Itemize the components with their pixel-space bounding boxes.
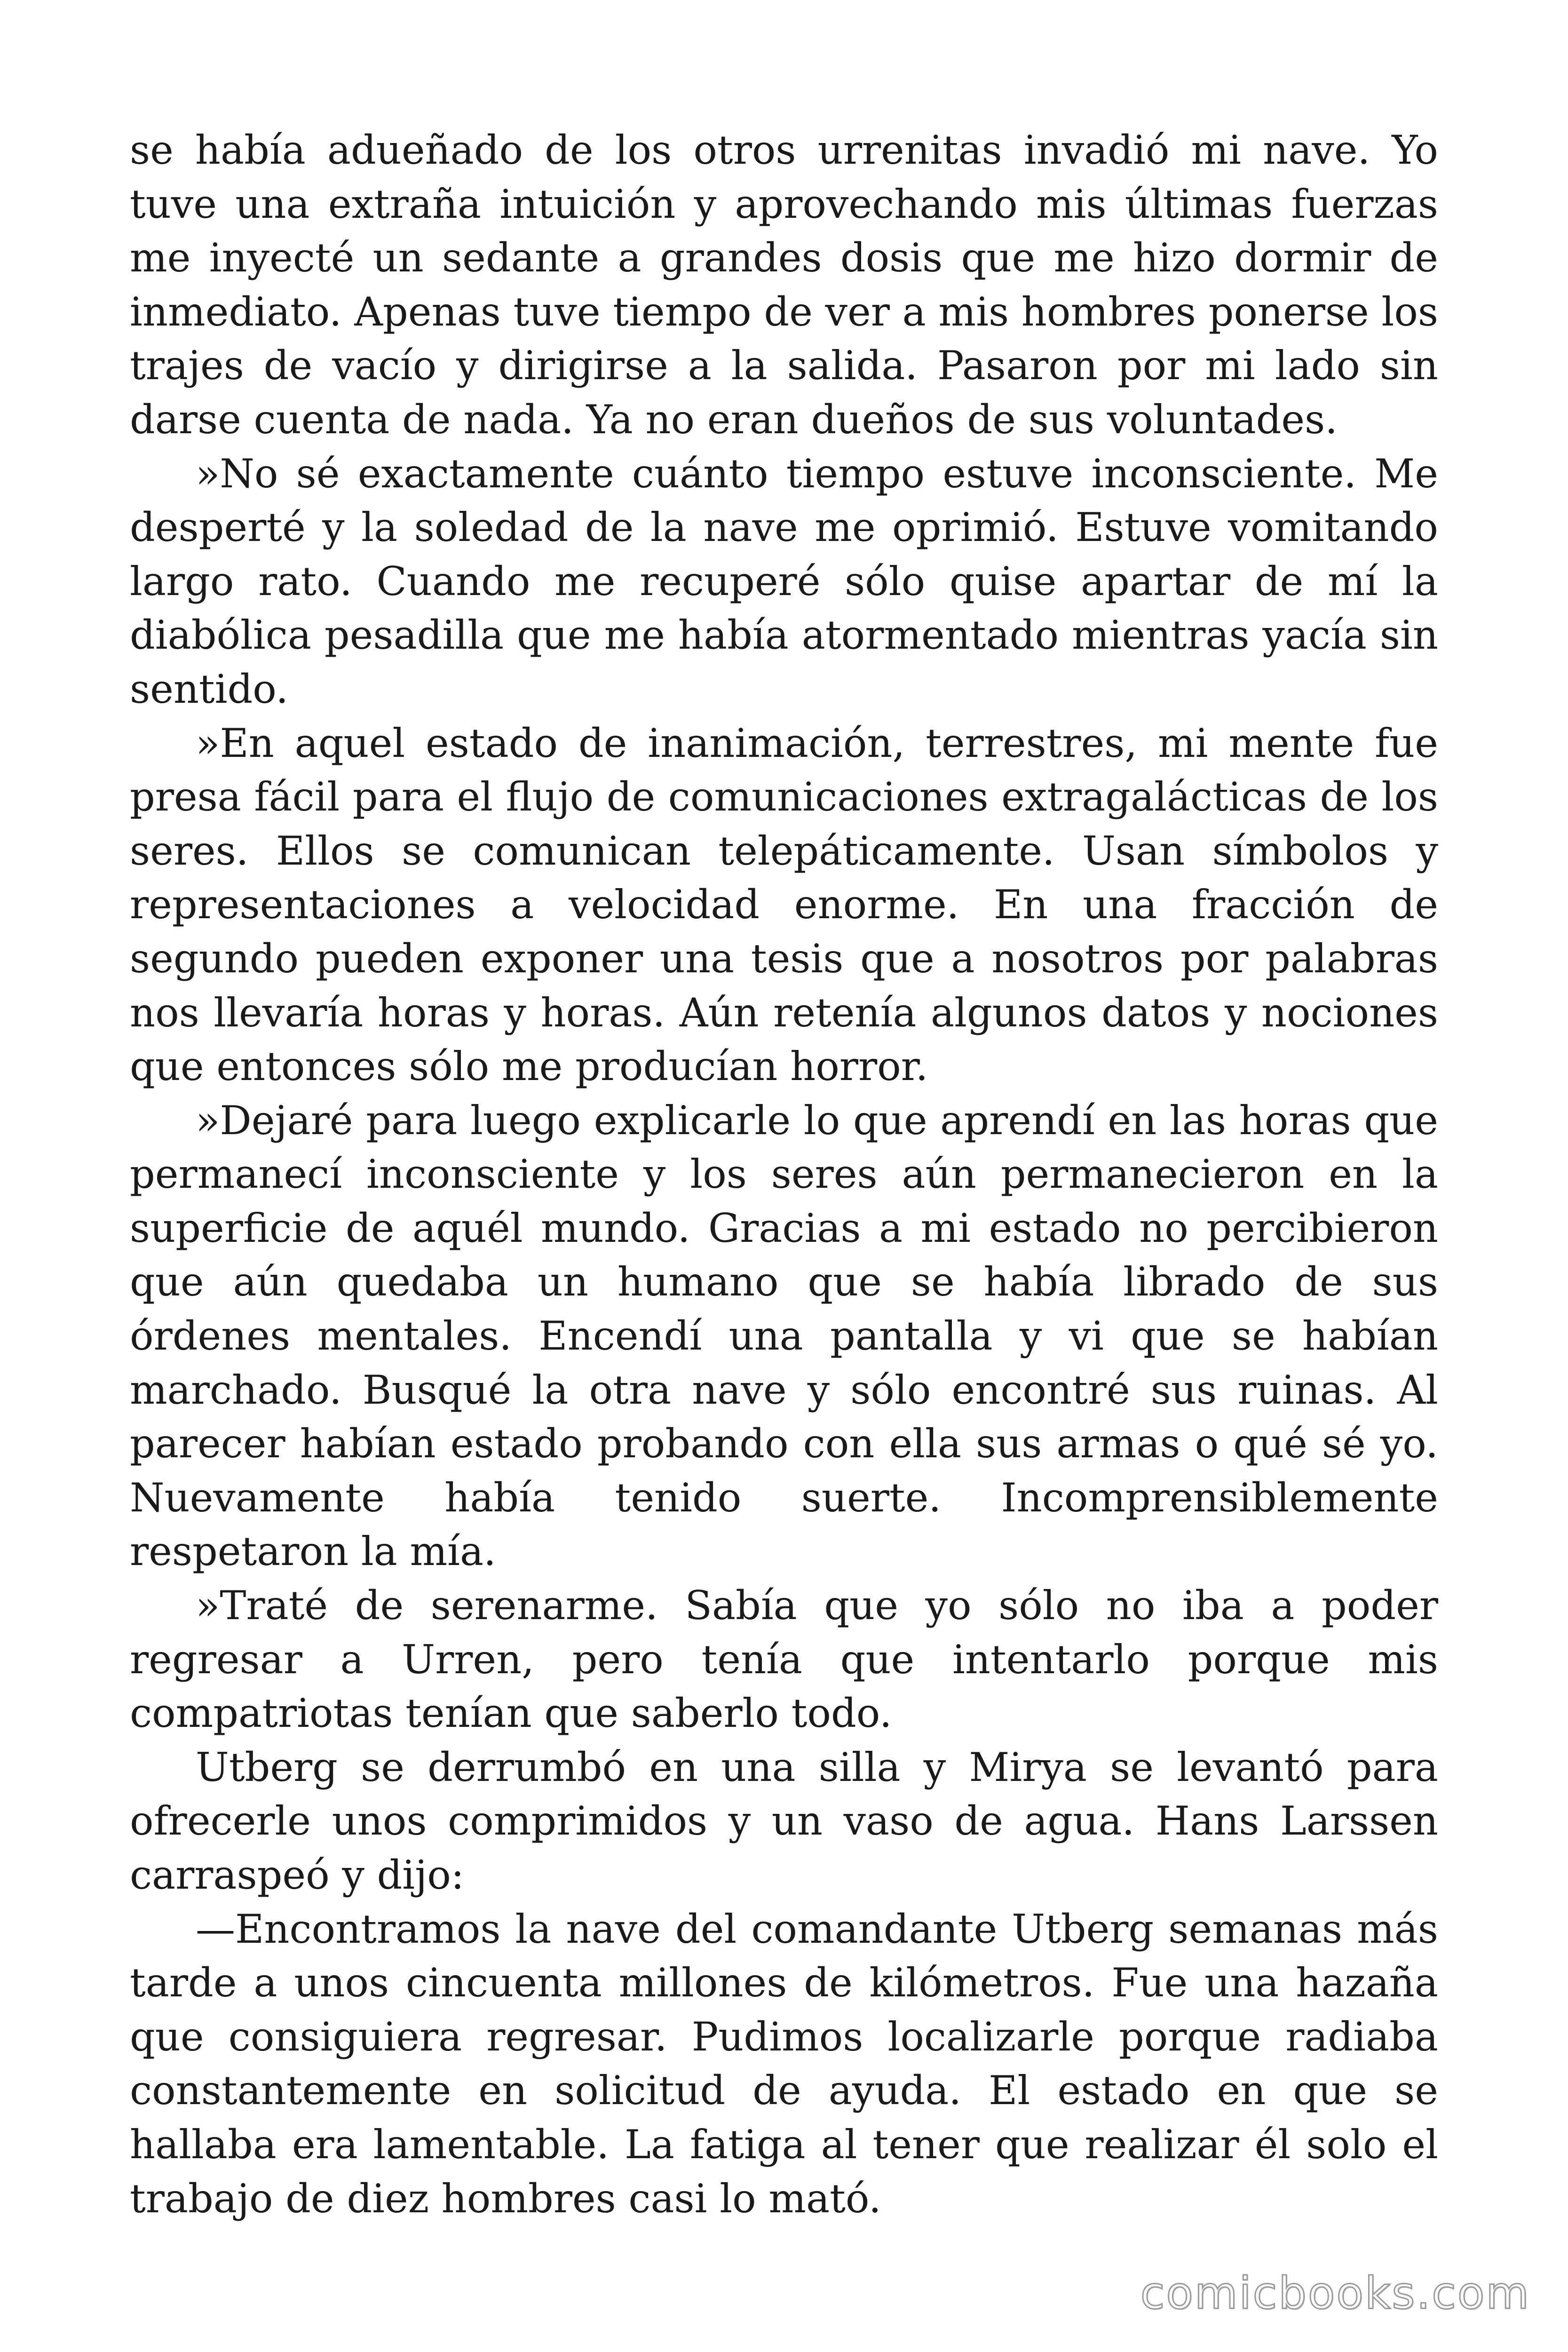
paragraph: »No sé exactamente cuánto tiempo estuve inconsciente. Me desperté y la soledad de la nave me oprimió. Estuve vomitando largo rato. Cuando me recuperé sólo quise apartar de mí la diabólica pesadilla que me había atormentado mientras yacía sin sentido.: [130, 450, 1438, 712]
paragraph: »Dejaré para luego explicarle lo que aprendí en las horas que permanecí inconsciente y los seres aún permanecieron en la superficie de aquél mundo. Gracias a mi estado no percibieron que aún quedaba un humano que se había librado de sus órdenes mentales. Encendí una pantalla y vi que se habían marchado. Busqué la otra nave y sólo encontré sus ruinas. Al parecer habían estado probando con ella sus armas o qué sé yo. Nuevamente había tenido suerte. Incomprensiblemente respetaron la mía.: [130, 1097, 1438, 1575]
paragraph: —Encontramos la nave del comandante Utberg semanas más tarde a unos cincuenta millones de kilómetros. Fue una hazaña que consiguiera regresar. Pudimos localizarle porque radiaba constantemente en solicitud de ayuda. El estado en que se hallaba era lamentable. La fatiga al tener que realizar él solo el trabajo de diez hombres casi lo mató.: [130, 1906, 1438, 2222]
paragraph: se había adueñado de los otros urrenitas invadió mi nave. Yo tuve una extraña intuición y aprovechando mis últimas fuerzas me inyecté un sedante a grandes dosis que me hizo dormir de inmediato. Apenas tuve tiempo de ver a mis hombres ponerse los trajes de vacío y dirigirse a la salida. Pasaron por mi lado sin darse cuenta de nada. Ya no eran dueños de sus voluntades.: [130, 127, 1438, 443]
watermark: comicbooks.com: [1140, 2268, 1530, 2319]
body-text: [130, 123, 1438, 2225]
paragraph: »En aquel estado de inanimación, terrestres, mi mente fue presa fácil para el flujo de comunicaciones extragalácticas de los seres. Ellos se comunican telepáticamente. Usan símbolos y representaciones a velocidad enorme. En una fracción de segundo pueden exponer una tesis que a nosotros por palabras nos llevaría horas y horas. Aún retenía algunos datos y nociones que entonces sólo me producían horror.: [130, 720, 1438, 1090]
paragraph: Utberg se derrumbó en una silla y Mirya se levantó para ofrecerle unos comprimidos y un vaso de agua. Hans Larssen carraspeó y dijo:: [130, 1744, 1438, 1898]
paragraph: »Traté de serenarme. Sabía que yo sólo no iba a poder regresar a Urren, pero tenía que intentarlo porque mis compatriotas tenían que saberlo todo.: [130, 1582, 1438, 1737]
